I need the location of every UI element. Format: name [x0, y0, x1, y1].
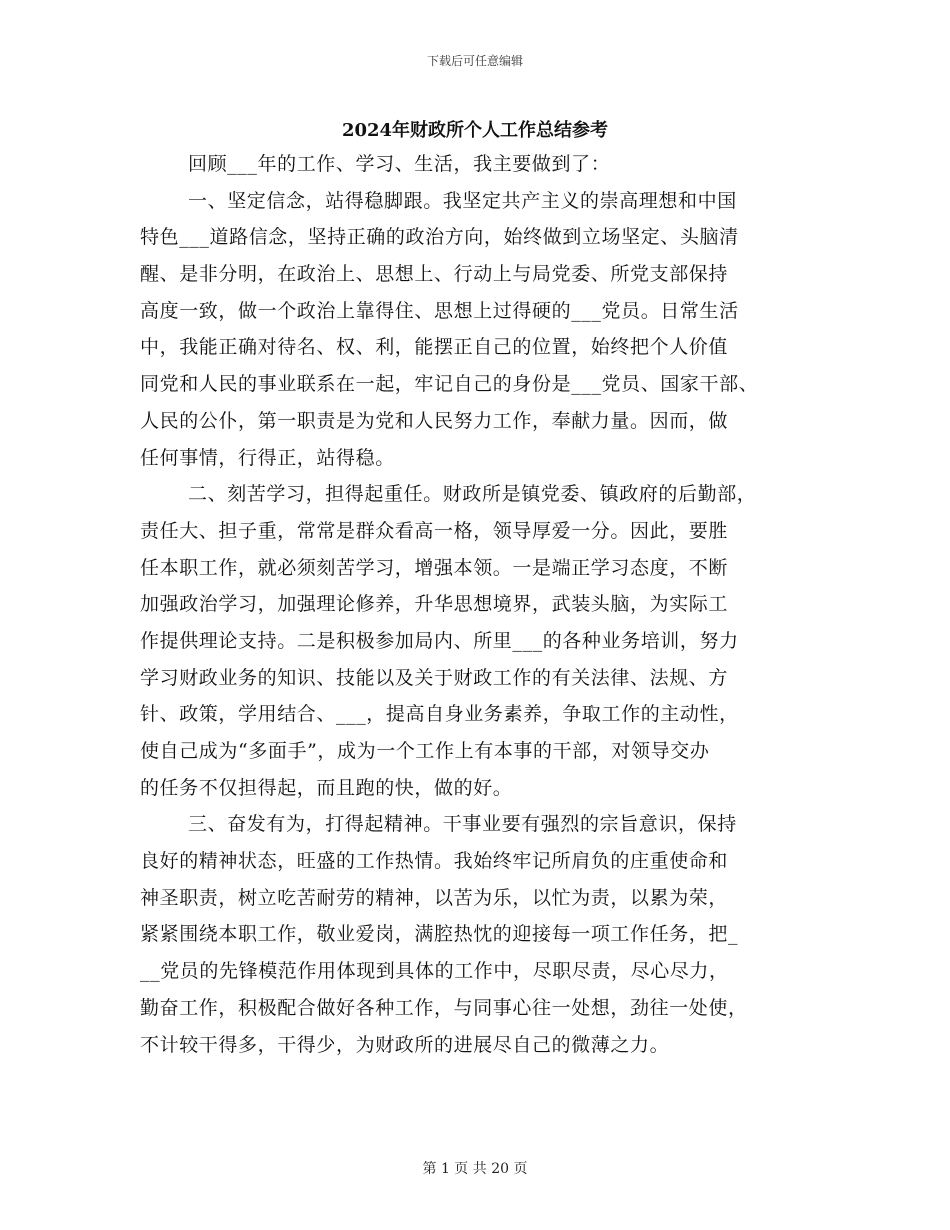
- text-line: 特色___道路信念，坚持正确的政治方向，始终做到立场坚定、头脑清: [140, 226, 739, 249]
- text-line: 使自己成为“多面手”，成为一个工作上有本事的干部，对领导交办: [140, 740, 710, 762]
- text-line: 勤奋工作，积极配合做好各种工作，与同事心往一处想，劲往一处使，: [140, 996, 748, 1019]
- text-line: 任何事情，行得正，站得稳。: [140, 446, 395, 469]
- text-line: __党员的先锋模范作用体现到具体的工作中，尽职尽责，尽心尽力，: [140, 960, 729, 983]
- page-header-note: 下载后可任意编辑: [426, 54, 523, 68]
- document-title: 2024年财政所个人工作总结参考: [341, 120, 609, 141]
- text-line: 同党和人民的事业联系在一起，牢记自己的身份是___党员、国家干部、: [140, 373, 759, 396]
- paragraph-section-one: [140, 183, 820, 477]
- page-number: 第 1 页 共 20 页: [422, 1161, 528, 1177]
- text-line: 高度一致，做一个政治上靠得住、思想上过得硬的___党员。日常生活: [140, 299, 739, 322]
- text-line: 回顾___年的工作、学习、生活，我主要做到了：: [188, 153, 611, 175]
- document-body: [140, 146, 820, 1063]
- paragraph-intro: [140, 146, 820, 183]
- text-line: 学习财政业务的知识、技能以及关于财政工作的有关法律、法规、方: [140, 666, 729, 689]
- text-line: 醒、是非分明，在政治上、思想上、行动上与局党委、所党支部保持: [140, 263, 729, 286]
- text-line: 良好的精神状态，旺盛的工作热情。我始终牢记所肩负的庄重使命和: [140, 850, 729, 873]
- text-line: 三、奋发有为，打得起精神。干事业要有强烈的宗旨意识，保持: [188, 813, 737, 836]
- text-line: 的任务不仅担得起，而且跑的快，做的好。: [140, 776, 513, 799]
- text-line: 责任大、担子重，常常是群众看高一格，领导厚爱一分。因此，要胜: [140, 519, 729, 542]
- text-line: 紧紧围绕本职工作，敬业爱岗，满腔热忱的迎接每一项工作任务，把_: [140, 923, 739, 946]
- text-line: 中，我能正确对待名、权、利，能摆正自己的位置，始终把个人价值: [140, 336, 729, 359]
- text-line: 一、坚定信念，站得稳脚跟。我坚定共产主义的崇高理想和中国: [188, 189, 737, 212]
- text-line: 任本职工作，就必须刻苦学习，增强本领。一是端正学习态度，不断: [140, 556, 729, 579]
- text-line: 二、刻苦学习，担得起重任。财政所是镇党委、镇政府的后勤部，: [188, 483, 757, 506]
- text-line: 人民的公仆，第一职责是为党和人民努力工作，奉献力量。因而，做: [140, 409, 729, 432]
- paragraph-section-three: [140, 806, 820, 1063]
- text-line: 不计较干得多，干得少，为财政所的进展尽自己的微薄之力。: [140, 1033, 670, 1056]
- text-line: 作提供理论支持。二是积极参加局内、所里___的各种业务培训，努力: [140, 629, 739, 652]
- paragraph-section-two: [140, 476, 820, 806]
- text-line: 加强政治学习，加强理论修养，升华思想境界，武装头脑，为实际工: [140, 593, 729, 616]
- text-line: 神圣职责，树立吃苦耐劳的精神，以苦为乐，以忙为责，以累为荣，: [140, 886, 729, 909]
- text-line: 针、政策，学用结合、___，提高自身业务素养，争取工作的主动性，: [140, 703, 739, 726]
